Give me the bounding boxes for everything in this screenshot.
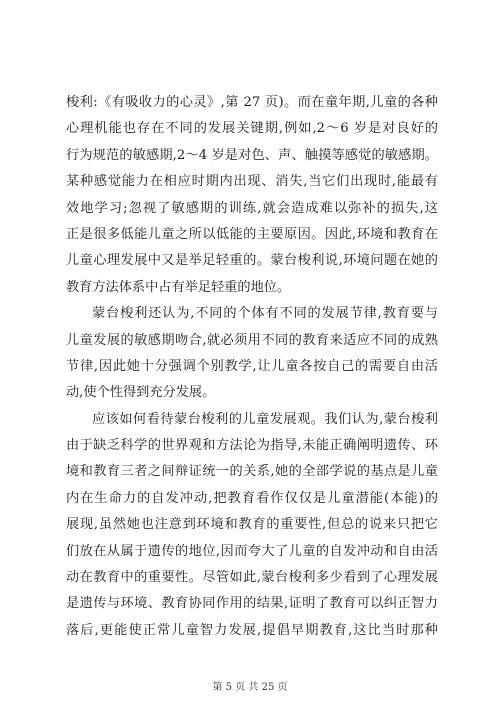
text-line: 心理机能也存在不同的发展关键期,例如,2～6 岁是对良好的 <box>66 121 438 137</box>
text-line: 儿童心理发展中又是举足轻重的。蒙台梭利说,环境问题在她的 <box>66 253 438 269</box>
text-line: 由于缺乏科学的世界观和方法论为指导,未能正确阐明遗传、环 <box>66 438 438 454</box>
text-line: 节律,因此她十分强调个别教学,让儿童各按自己的需要自由活 <box>66 358 438 374</box>
text-line: 儿童发展的敏感期吻合,就必须用不同的教育来适应不同的成熟 <box>66 332 438 348</box>
text-line: 动,使个性得到充分发展。 <box>66 385 216 401</box>
text-line: 应该如何看待蒙台梭利的儿童发展观。我们认为,蒙台梭利 <box>92 411 438 427</box>
text-line: 蒙台梭利还认为,不同的个体有不同的发展节律,教育要与 <box>92 306 438 322</box>
body-text <box>66 90 438 644</box>
text-line: 正是很多低能儿童之所以低能的主要原因。因此,环境和教育在 <box>66 226 438 242</box>
text-line: 教育方法体系中占有举足轻重的地位。 <box>66 279 291 295</box>
text-line: 境和教育三者之间辩证统一的关系,她的全部学说的基点是儿童 <box>66 464 438 480</box>
text-line: 落后,更能使正常儿童智力发展,提倡早期教育,这比当时那种 <box>66 622 438 638</box>
text-line: 效地学习;忽视了敏感期的训练,就会造成难以弥补的损失,这 <box>66 200 438 216</box>
text-line: 展现,虽然她也注意到环境和教育的重要性,但总的说来只把它 <box>66 517 438 533</box>
text-line: 内在生命力的自发冲动,把教育看作仅仅是儿童潜能(本能)的 <box>66 490 438 506</box>
text-line: 动在教育中的重要性。尽管如此,蒙台梭利多少看到了心理发展 <box>66 570 438 586</box>
text-line: 是遗传与环境、教育协同作用的结果,证明了教育可以纠正智力 <box>66 596 438 612</box>
text-line: 梭利:《有吸收力的心灵》,第 27 页)。而在童年期,儿童的各种 <box>66 95 438 110</box>
text-line: 行为规范的敏感期,2～4 岁是对色、声、触摸等感觉的敏感期。 <box>66 147 438 163</box>
page-footer: 第 5 页 共 25 页 <box>212 682 288 693</box>
text-line: 某种感觉能力在相应时期内出现、消失,当它们出现时,能最有 <box>66 174 438 190</box>
text-line: 们放在从属于遗传的地位,因而夸大了儿童的自发冲动和自由活 <box>66 543 438 559</box>
